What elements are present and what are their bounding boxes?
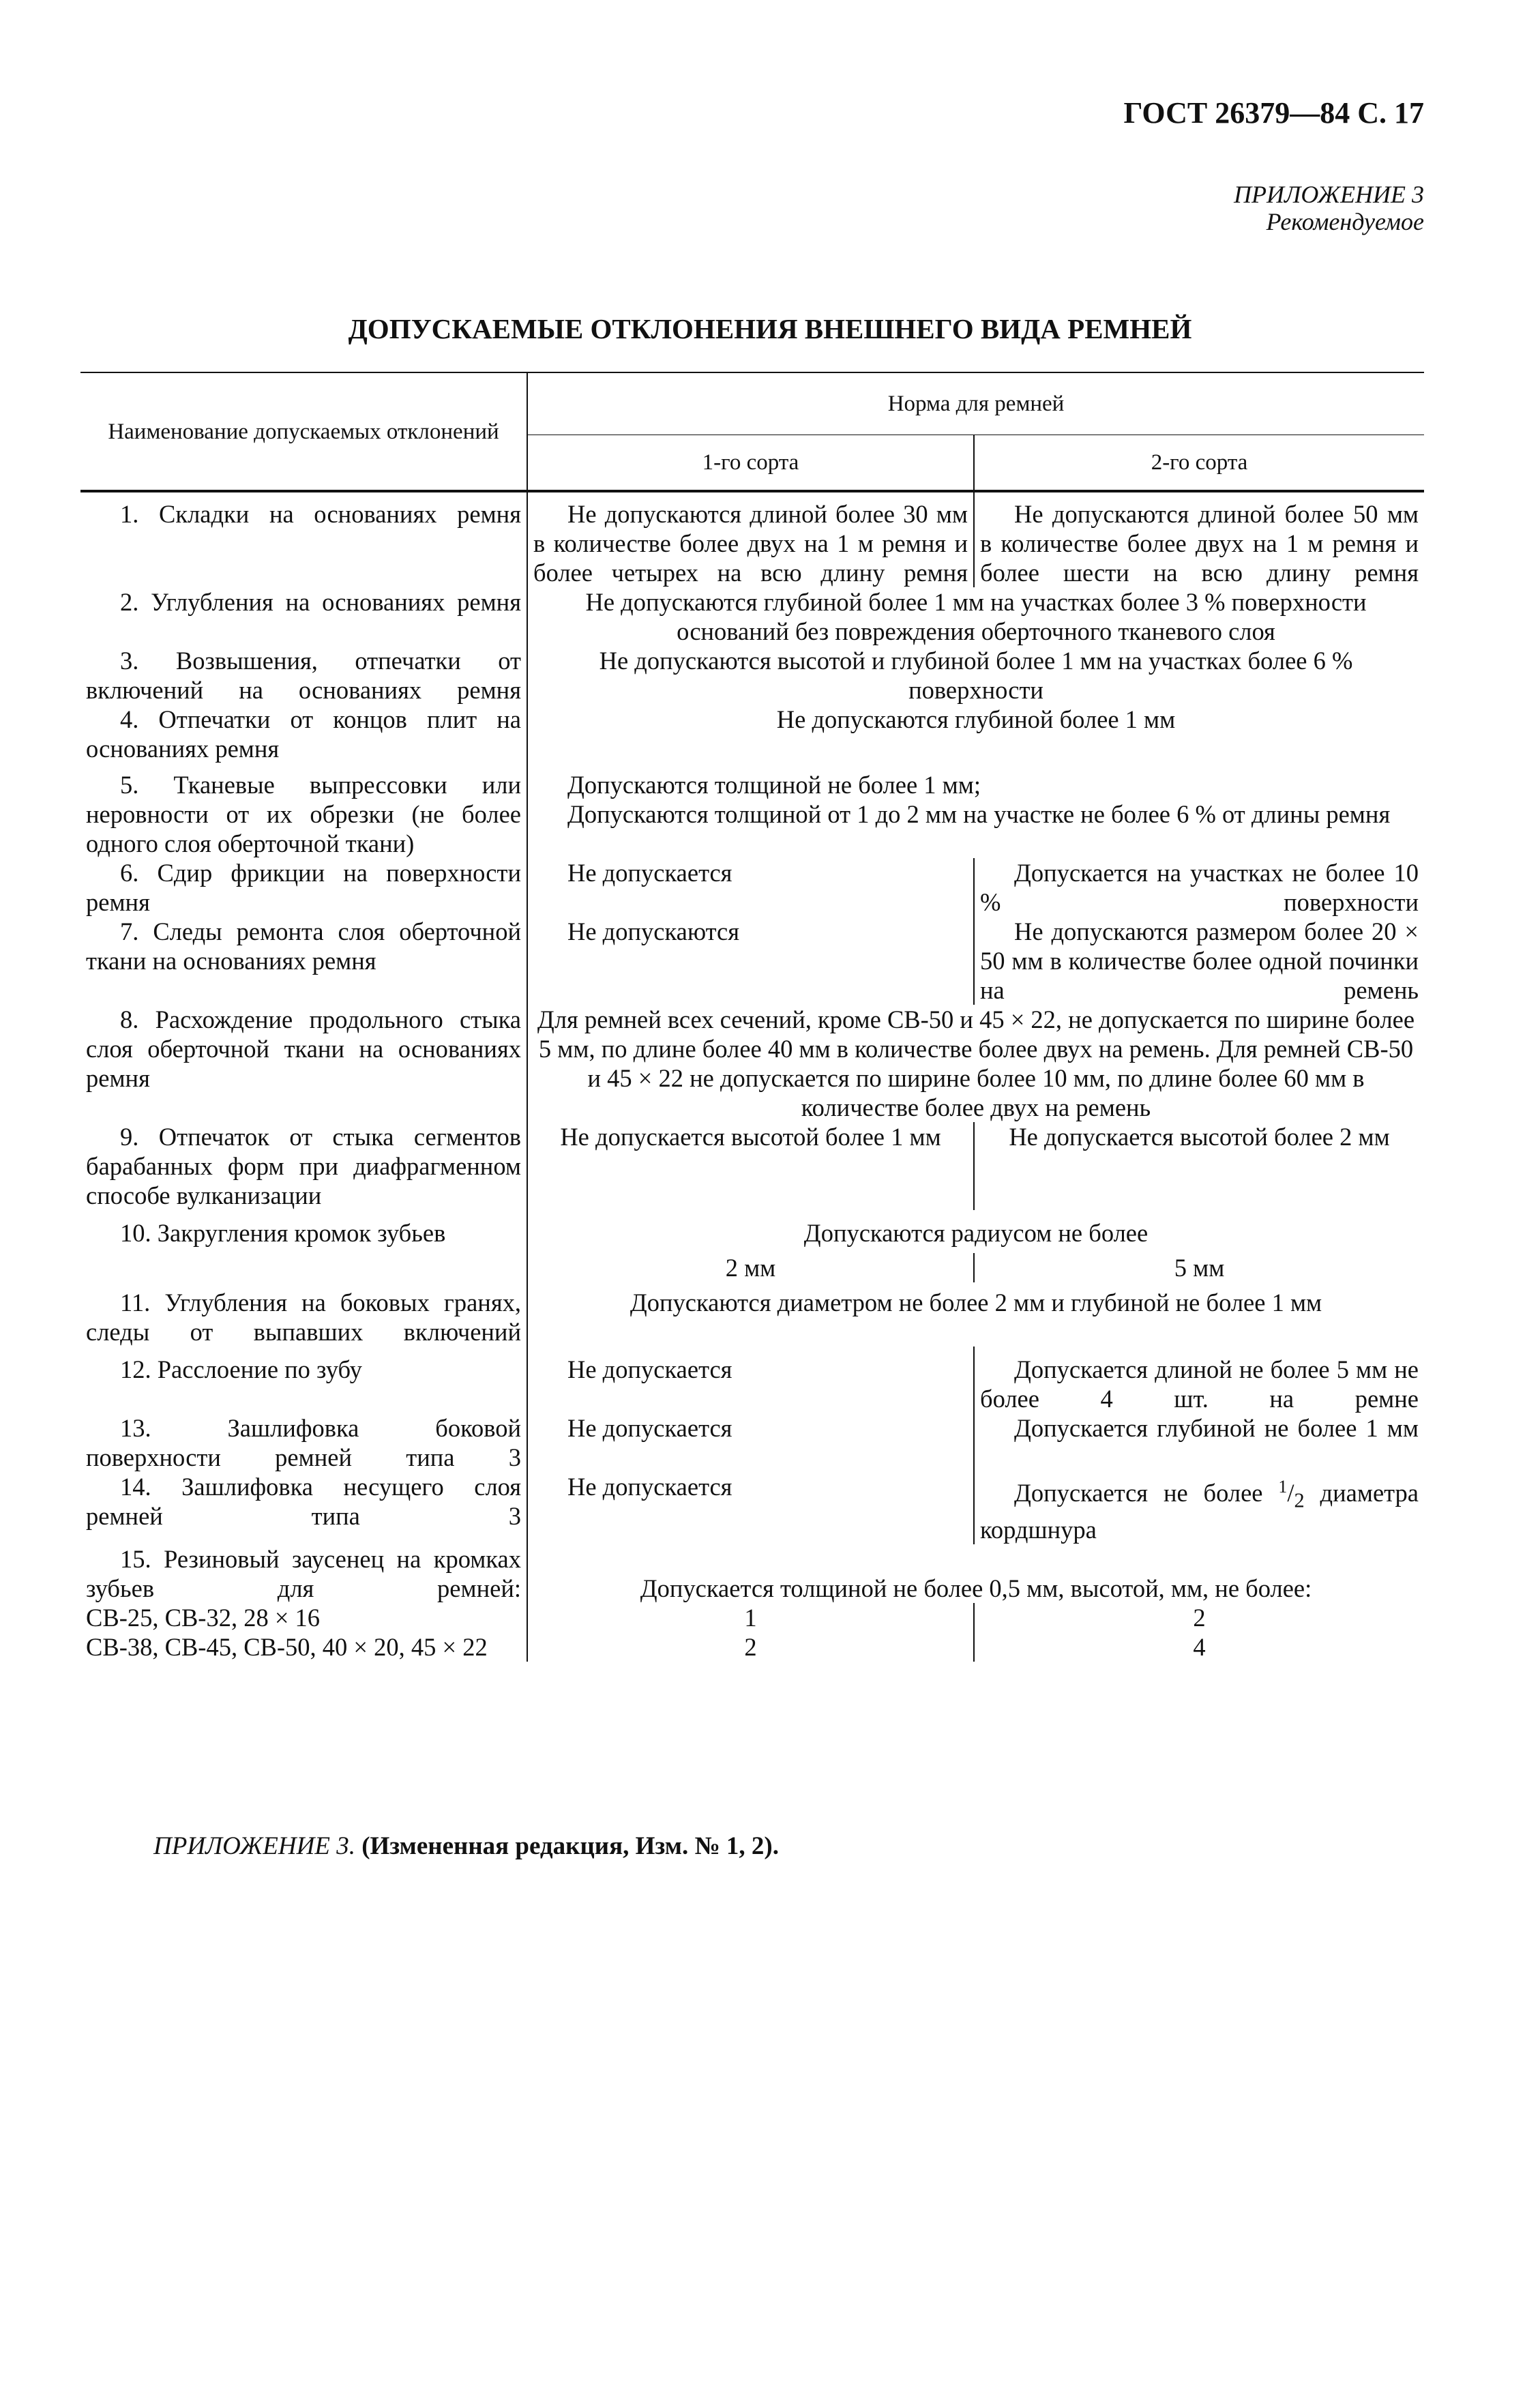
row-g1: Не допускается высотой более 1 мм bbox=[527, 1122, 974, 1210]
row-g2: Допускается на участках не более 10 % поверхности bbox=[974, 858, 1424, 917]
row-both-line1: Допускаются толщиной не более 1 мм; bbox=[567, 771, 981, 799]
fraction-slash: / bbox=[1287, 1479, 1294, 1507]
table-row bbox=[80, 1210, 1424, 1253]
table-row bbox=[80, 1544, 1424, 1603]
table-row bbox=[80, 1603, 1424, 1632]
row-g2: 2 bbox=[974, 1603, 1424, 1632]
row-g1: 1 bbox=[527, 1603, 974, 1632]
row-both: Допускаются диаметром не более 2 мм и глубиной не более 1 мм bbox=[527, 1282, 1424, 1346]
row-name: 3. Возвышения, отпечатки от включений на основаниях ремня bbox=[80, 646, 527, 705]
row-g1: Не допускаются длиной более 30 мм в количестве более двух на 1 м ремня и более четырех на всю длину ремня bbox=[527, 491, 974, 587]
row-name: 8. Расхождение продольного стыка слоя оберточной ткани на основаниях ремня bbox=[80, 1005, 527, 1122]
row-name: 15. Резиновый заусенец на кромках зубьев для ремней: bbox=[80, 1544, 527, 1603]
table-row bbox=[80, 917, 1424, 1005]
row-both: Допускаются радиусом не более bbox=[527, 1210, 1424, 1253]
amendment-label: ПРИЛОЖЕНИЕ 3. bbox=[153, 1832, 355, 1860]
row-both bbox=[527, 763, 1424, 858]
table-row bbox=[80, 858, 1424, 917]
header-norm: Норма для ремней bbox=[527, 372, 1424, 435]
row-g2: Допускается длиной не более 5 мм не более 4 шт. на ремне bbox=[974, 1346, 1424, 1413]
page-header: ГОСТ 26379—84 С. 17 bbox=[1123, 96, 1424, 130]
table-row bbox=[80, 1005, 1424, 1122]
fraction-numerator: 1 bbox=[1278, 1477, 1288, 1497]
row-g1: 2 мм bbox=[527, 1253, 974, 1282]
header-name: Наименование допускаемых отклонений bbox=[80, 372, 527, 491]
row-g1: Не допускается bbox=[527, 1472, 974, 1544]
row-name: СВ-38, СВ-45, СВ-50, 40 × 20, 45 × 22 bbox=[80, 1632, 527, 1662]
fraction-denominator: 2 bbox=[1294, 1488, 1305, 1512]
row-g2: Не допускаются длиной более 50 мм в количестве более двух на 1 м ремня и более шести на всю длину ремня bbox=[974, 491, 1424, 587]
table-row bbox=[80, 1346, 1424, 1413]
row-name: 4. Отпечатки от концов плит на основаниях ремня bbox=[80, 705, 527, 763]
table-row bbox=[80, 705, 1424, 763]
appendix-status: Рекомендуемое bbox=[1266, 208, 1424, 235]
row-name: 14. Зашлифовка несущего слоя ремней типа 3 bbox=[80, 1472, 527, 1544]
row-both: Допускается толщиной не более 0,5 мм, высотой, мм, не более: bbox=[527, 1544, 1424, 1603]
table-row bbox=[80, 646, 1424, 705]
row-g1: 2 bbox=[527, 1632, 974, 1662]
document-title: ДОПУСКАЕМЫЕ ОТКЛОНЕНИЯ ВНЕШНЕГО ВИДА РЕМНЕЙ bbox=[348, 313, 1192, 344]
header-grade2: 2-го сорта bbox=[974, 435, 1424, 492]
row-g2-pre: Допускается не более bbox=[1014, 1479, 1279, 1507]
row-both: Для ремней всех сечений, кроме СВ-50 и 45 × 22, не допускается по ширине более 5 мм, по длине более 40 мм в количестве более двух на ремень. Для ремней СВ-50 и 45 × 22 не допускается по ширине более 10 мм, по длине более 60 мм в количестве более двух на ремень bbox=[527, 1005, 1424, 1122]
amendment-note bbox=[153, 1831, 779, 1861]
header-grade1: 1-го сорта bbox=[527, 435, 974, 492]
table-row bbox=[80, 1122, 1424, 1210]
row-g2: Допускается глубиной не более 1 мм bbox=[974, 1413, 1424, 1472]
row-name: 13. Зашлифовка боковой поверхности ремней типа 3 bbox=[80, 1413, 527, 1472]
table-row bbox=[80, 587, 1424, 646]
deviations-table bbox=[80, 372, 1424, 1662]
row-both: Не допускаются глубиной более 1 мм bbox=[527, 705, 1424, 763]
row-name: 12. Расслоение по зубу bbox=[80, 1346, 527, 1413]
table-row bbox=[80, 1472, 1424, 1544]
row-g1: Не допускается bbox=[527, 1413, 974, 1472]
row-g1: Не допускается bbox=[527, 858, 974, 917]
table-row bbox=[80, 1282, 1424, 1346]
row-g2-post: диаметра кордшнура bbox=[980, 1479, 1419, 1544]
table-row bbox=[80, 1413, 1424, 1472]
row-g1: Не допускается bbox=[527, 1346, 974, 1413]
table-row bbox=[80, 1632, 1424, 1662]
row-name: 1. Складки на основаниях ремня bbox=[80, 491, 527, 587]
amendment-text: (Измененная редакция, Изм. № 1, 2). bbox=[355, 1832, 779, 1860]
row-g2: Не допускается высотой более 2 мм bbox=[974, 1122, 1424, 1210]
row-g2 bbox=[974, 1472, 1424, 1544]
row-name: 2. Углубления на основаниях ремня bbox=[80, 587, 527, 646]
row-both: Не допускаются высотой и глубиной более 1 мм на участках более 6 % поверхности bbox=[527, 646, 1424, 705]
table-row bbox=[80, 763, 1424, 858]
table-row bbox=[80, 491, 1424, 587]
row-g2: 4 bbox=[974, 1632, 1424, 1662]
row-name: 5. Тканевые выпрессовки или неровности от их обрезки (не более одного слоя оберточной ткани) bbox=[80, 763, 527, 858]
row-g2: 5 мм bbox=[974, 1253, 1424, 1282]
appendix-label: ПРИЛОЖЕНИЕ 3 bbox=[1234, 181, 1424, 208]
row-g1: Не допускаются bbox=[527, 917, 974, 1005]
row-g2: Не допускаются размером более 20 × 50 мм в количестве более одной починки на ремень bbox=[974, 917, 1424, 1005]
row-name: 10. Закругления кромок зубьев bbox=[80, 1210, 527, 1282]
row-both: Не допускаются глубиной более 1 мм на участках более 3 % поверхности оснований без повреждения оберточного тканевого слоя bbox=[527, 587, 1424, 646]
row-name: СВ-25, СВ-32, 28 × 16 bbox=[80, 1603, 527, 1632]
row-name: 11. Углубления на боковых гранях, следы от выпавших включений bbox=[80, 1282, 527, 1346]
row-both-line2: Допускаются толщиной от 1 до 2 мм на участке не более 6 % от длины ремня bbox=[567, 800, 1391, 828]
appendix-block bbox=[1234, 181, 1424, 235]
row-name: 6. Сдир фрикции на поверхности ремня bbox=[80, 858, 527, 917]
row-name: 7. Следы ремонта слоя оберточной ткани на основаниях ремня bbox=[80, 917, 527, 1005]
row-name: 9. Отпечаток от стыка сегментов барабанных форм при диафрагменном способе вулканизации bbox=[80, 1122, 527, 1210]
